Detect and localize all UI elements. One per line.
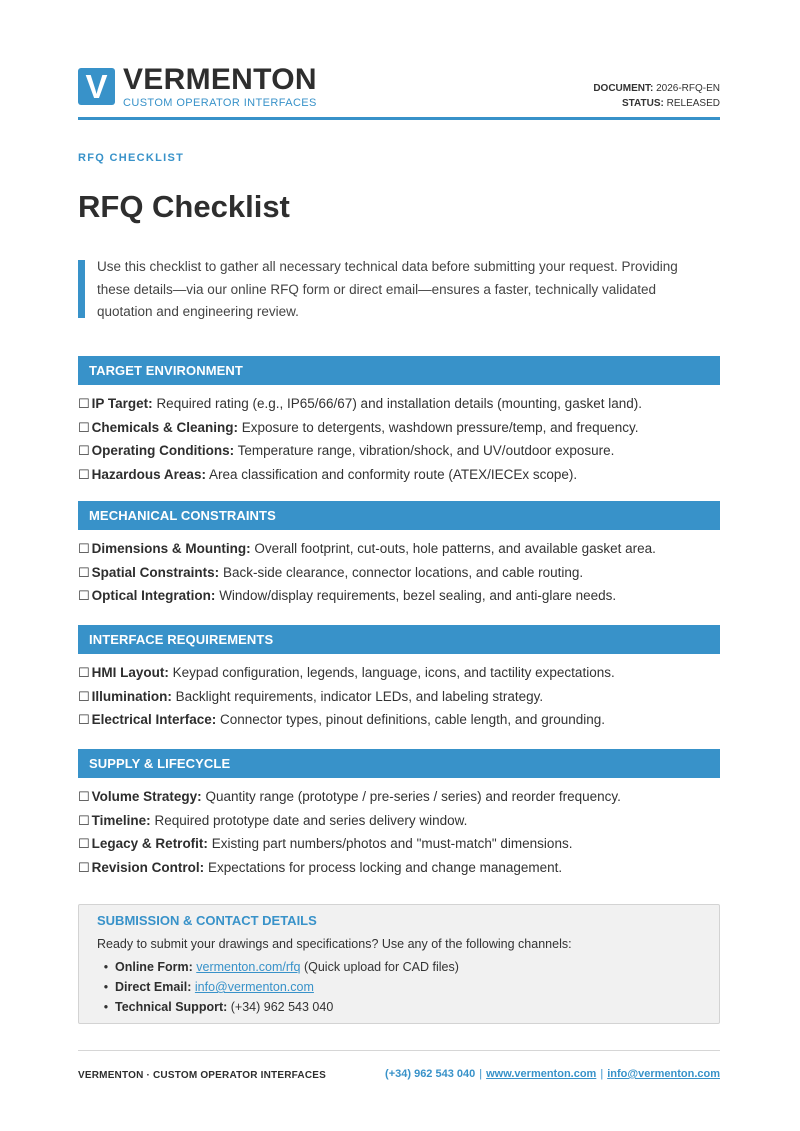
item-label: Dimensions & Mounting: xyxy=(91,541,251,556)
checklist xyxy=(78,393,720,487)
section-heading: INTERFACE REQUIREMENTS xyxy=(78,625,720,654)
section-interface-requirements xyxy=(78,625,720,733)
logo-letter: V xyxy=(85,68,108,105)
item-label: Hazardous Areas: xyxy=(91,466,206,482)
contact-label: Online Form: xyxy=(115,960,193,974)
contact-label: Direct Email: xyxy=(115,980,192,994)
support-phone: (+34) 962 543 040 xyxy=(230,1000,334,1014)
status-value: RELEASED xyxy=(666,98,720,109)
checklist-item xyxy=(78,417,720,441)
checkbox-icon: ☐ xyxy=(78,444,90,459)
item-text: Quantity range (prototype / pre-series / series) and reorder frequency. xyxy=(205,789,621,804)
item-text: Existing part numbers/photos and "must-match" dimensions. xyxy=(211,836,573,851)
contact-item-email xyxy=(97,977,459,997)
footer-separator: | xyxy=(479,1068,483,1080)
checkbox-icon: ☐ xyxy=(78,420,90,436)
online-form-note: (Quick upload for CAD files) xyxy=(303,960,459,974)
section-heading: TARGET ENVIRONMENT xyxy=(78,356,720,385)
item-text: Window/display requirements, bezel sealing, and anti-glare needs. xyxy=(219,588,617,603)
checkbox-icon: ☐ xyxy=(78,837,90,852)
contact-item-online-form xyxy=(97,957,459,977)
item-label: IP Target: xyxy=(91,396,153,411)
email-link[interactable]: info@vermenton.com xyxy=(194,980,314,994)
item-text: Keypad configuration, legends, language, icons, and tactility expectations. xyxy=(172,665,615,680)
document-meta xyxy=(593,81,720,111)
checkbox-icon: ☐ xyxy=(78,713,90,728)
section-kicker: RFQ CHECKLIST xyxy=(78,152,185,164)
contact-list xyxy=(97,957,459,1017)
document-value: 2026-RFQ-EN xyxy=(656,83,720,94)
footer-website-link[interactable]: www.vermenton.com xyxy=(486,1068,597,1080)
item-label: Chemicals & Cleaning: xyxy=(91,419,238,435)
footer-divider xyxy=(78,1050,720,1051)
checklist-item xyxy=(78,440,720,464)
contact-label: Technical Support: xyxy=(115,1000,228,1014)
checkbox-icon: ☐ xyxy=(78,565,90,581)
brand-name: VERMENTON xyxy=(123,63,317,96)
checklist-item xyxy=(78,562,720,586)
checkbox-icon: ☐ xyxy=(78,790,90,805)
checklist xyxy=(78,786,720,880)
checklist-item xyxy=(78,538,720,562)
checklist-item xyxy=(78,662,720,686)
checklist xyxy=(78,538,720,609)
item-text: Required prototype date and series delivery window. xyxy=(154,812,468,828)
document-id-line xyxy=(593,81,720,96)
status-label: STATUS: xyxy=(622,98,664,109)
item-label: Spatial Constraints: xyxy=(91,564,220,580)
contact-item-support xyxy=(97,997,459,1017)
footer-company: VERMENTON · CUSTOM OPERATOR INTERFACES xyxy=(78,1070,326,1081)
checkbox-icon: ☐ xyxy=(78,689,90,705)
checklist-item xyxy=(78,786,720,810)
checklist-item xyxy=(78,464,720,488)
online-form-link[interactable]: vermenton.com/rfq xyxy=(196,960,301,974)
checklist xyxy=(78,662,720,733)
section-target-environment xyxy=(78,356,720,487)
checklist-item xyxy=(78,686,720,710)
item-text: Back-side clearance, connector locations, and cable routing. xyxy=(222,564,584,580)
item-text: Connector types, pinout definitions, cable length, and grounding. xyxy=(219,712,605,727)
logo-icon xyxy=(78,68,115,105)
contact-box xyxy=(78,904,720,1024)
checklist-item xyxy=(78,857,720,881)
item-text: Backlight requirements, indicator LEDs, and labeling strategy. xyxy=(175,688,544,704)
header-divider xyxy=(78,117,720,120)
contact-title: SUBMISSION & CONTACT DETAILS xyxy=(97,913,317,928)
checkbox-icon: ☐ xyxy=(78,860,90,876)
section-heading: MECHANICAL CONSTRAINTS xyxy=(78,501,720,530)
bullet-icon: • xyxy=(103,960,109,974)
section-mechanical-constraints xyxy=(78,501,720,609)
item-label: Legacy & Retrofit: xyxy=(91,836,208,851)
section-heading: SUPPLY & LIFECYCLE xyxy=(78,749,720,778)
document-header xyxy=(78,63,720,120)
intro-accent-bar xyxy=(78,260,85,318)
checkbox-icon: ☐ xyxy=(78,397,90,412)
checklist-item xyxy=(78,393,720,417)
item-text: Overall footprint, cut-outs, hole patterns, and available gasket area. xyxy=(254,541,656,556)
checklist-item xyxy=(78,833,720,857)
checkbox-icon: ☐ xyxy=(78,666,90,681)
checkbox-icon: ☐ xyxy=(78,467,90,483)
brand xyxy=(123,65,317,110)
checkbox-icon: ☐ xyxy=(78,589,90,604)
status-line xyxy=(593,96,720,111)
page-title: RFQ Checklist xyxy=(78,189,290,224)
checklist-item xyxy=(78,585,720,609)
item-text: Exposure to detergents, washdown pressure/temp, and frequency. xyxy=(241,419,639,435)
checkbox-icon: ☐ xyxy=(78,813,90,829)
item-label: Optical Integration: xyxy=(91,588,216,603)
checkbox-icon: ☐ xyxy=(78,542,90,557)
intro-text: Use this checklist to gather all necessary technical data before submitting your request. Providing these details—via our online RFQ form or direct email—ensures a faster, technically validated quotation and engineering review. xyxy=(97,259,678,319)
item-text: Temperature range, vibration/shock, and UV/outdoor exposure. xyxy=(237,443,615,458)
document-label: DOCUMENT: xyxy=(593,83,654,94)
item-label: Electrical Interface: xyxy=(91,712,217,727)
item-label: Volume Strategy: xyxy=(91,789,202,804)
item-text: Expectations for process locking and change management. xyxy=(207,859,563,875)
item-label: HMI Layout: xyxy=(91,665,169,680)
checklist-item xyxy=(78,810,720,834)
item-label: Operating Conditions: xyxy=(91,443,235,458)
brand-tagline: CUSTOM OPERATOR INTERFACES xyxy=(123,97,317,109)
section-supply-lifecycle xyxy=(78,749,720,880)
item-label: Illumination: xyxy=(91,688,172,704)
bullet-icon: • xyxy=(103,1000,109,1014)
checklist-item xyxy=(78,709,720,733)
footer-email-link[interactable]: info@vermenton.com xyxy=(607,1068,720,1080)
footer-contacts xyxy=(385,1068,720,1080)
footer-separator: | xyxy=(600,1068,604,1080)
item-text: Area classification and conformity route (ATEX/IECEx scope). xyxy=(208,466,578,482)
bullet-icon: • xyxy=(103,980,109,994)
item-text: Required rating (e.g., IP65/66/67) and installation details (mounting, gasket land). xyxy=(156,396,642,411)
contact-intro: Ready to submit your drawings and specifications? Use any of the following channels: xyxy=(97,937,572,951)
item-label: Timeline: xyxy=(91,812,151,828)
footer-phone: (+34) 962 543 040 xyxy=(385,1068,476,1080)
item-label: Revision Control: xyxy=(91,859,205,875)
